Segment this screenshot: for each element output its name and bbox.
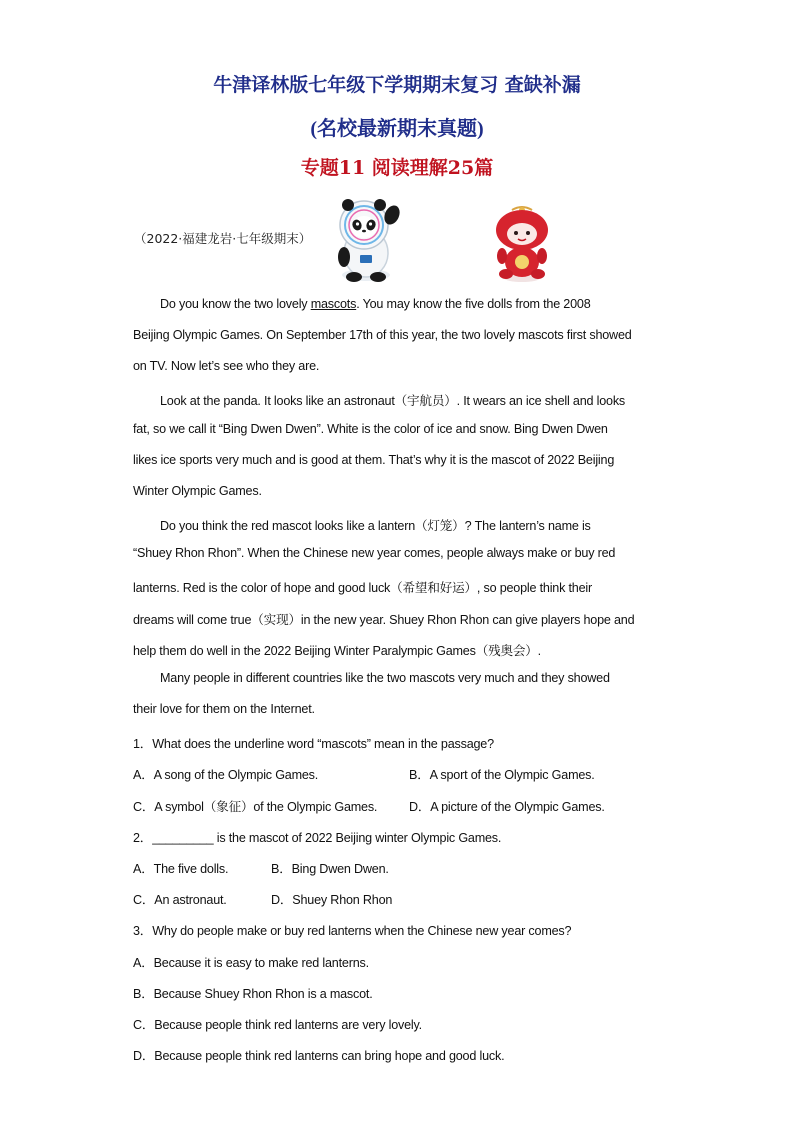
- option-1a: A．A song of the Olympic Games.: [133, 768, 319, 782]
- question-source: （2022·福建龙岩·七年级期末）: [134, 231, 312, 246]
- passage-line: Many people in different countries like the two mascots very much and they showed: [160, 671, 610, 685]
- question-2: 2．_________ is the mascot of 2022 Beijing winter Olympic Games.: [133, 831, 502, 845]
- option-2d: D．Shuey Rhon Rhon: [271, 893, 393, 907]
- question-3: 3．Why do people make or buy red lanterns when the Chinese new year comes?: [133, 924, 572, 938]
- passage-line: [160, 297, 700, 311]
- option-3d: D．Because people think red lanterns can bring hope and good luck.: [133, 1049, 505, 1063]
- passage-line: help them do well in the 2022 Beijing Winter Paralympic Games（残奥会）.: [133, 644, 541, 658]
- passage-line: dreams will come true（实现）in the new year. Shuey Rhon Rhon can give players hope and: [133, 613, 635, 627]
- passage-line: likes ice sports very much and is good at them. That’s why it is the mascot of 2022 Beijing: [133, 453, 615, 467]
- option-2c: C．An astronaut.: [133, 893, 227, 907]
- passage-text: . You may know the five dolls from the 2008: [356, 297, 591, 311]
- passage-line: lanterns. Red is the color of hope and good luck（希望和好运）, so people think their: [133, 581, 593, 595]
- option-2a: A．The five dolls.: [133, 862, 229, 876]
- question-1: 1．What does the underline word “mascots” mean in the passage?: [133, 737, 494, 751]
- topic-title: 专题11 阅读理解25篇: [300, 157, 494, 179]
- page-subtitle: (名校最新期末真题): [310, 118, 484, 140]
- passage-line: Look at the panda. It looks like an astronaut（宇航员）. It wears an ice shell and looks: [160, 394, 626, 408]
- passage-line: Beijing Olympic Games. On September 17th of this year, the two lovely mascots first showed: [133, 328, 632, 342]
- passage-line: on TV. Now let’s see who they are.: [133, 359, 320, 373]
- option-1b: B．A sport of the Olympic Games.: [409, 768, 595, 782]
- passage-line: Winter Olympic Games.: [133, 484, 262, 498]
- passage-line: “Shuey Rhon Rhon”. When the Chinese new year comes, people always make or buy red: [133, 546, 616, 560]
- shuey-rhon-rhon-image: [490, 204, 554, 284]
- underlined-word-mascots: mascots: [310, 297, 357, 311]
- passage-line: Do you think the red mascot looks like a lantern（灯笼）? The lantern’s name is: [160, 519, 591, 533]
- passage-line: their love for them on the Internet.: [133, 702, 315, 716]
- option-1d: D．A picture of the Olympic Games.: [409, 800, 605, 814]
- passage-line: fat, so we call it “Bing Dwen Dwen”. White is the color of ice and snow. Bing Dwen Dwen: [133, 422, 608, 436]
- option-3b: B．Because Shuey Rhon Rhon is a mascot.: [133, 987, 373, 1001]
- bing-dwen-dwen-image: [330, 197, 410, 285]
- option-3a: A．Because it is easy to make red lanterns.: [133, 956, 369, 970]
- option-2b: B．Bing Dwen Dwen.: [271, 862, 389, 876]
- option-3c: C．Because people think red lanterns are very lovely.: [133, 1018, 422, 1032]
- passage-text: Do you know the two lovely: [160, 297, 311, 311]
- option-1c: C．A symbol（象征）of the Olympic Games.: [133, 800, 378, 814]
- page-title: 牛津译林版七年级下学期期末复习 查缺补漏: [213, 74, 581, 96]
